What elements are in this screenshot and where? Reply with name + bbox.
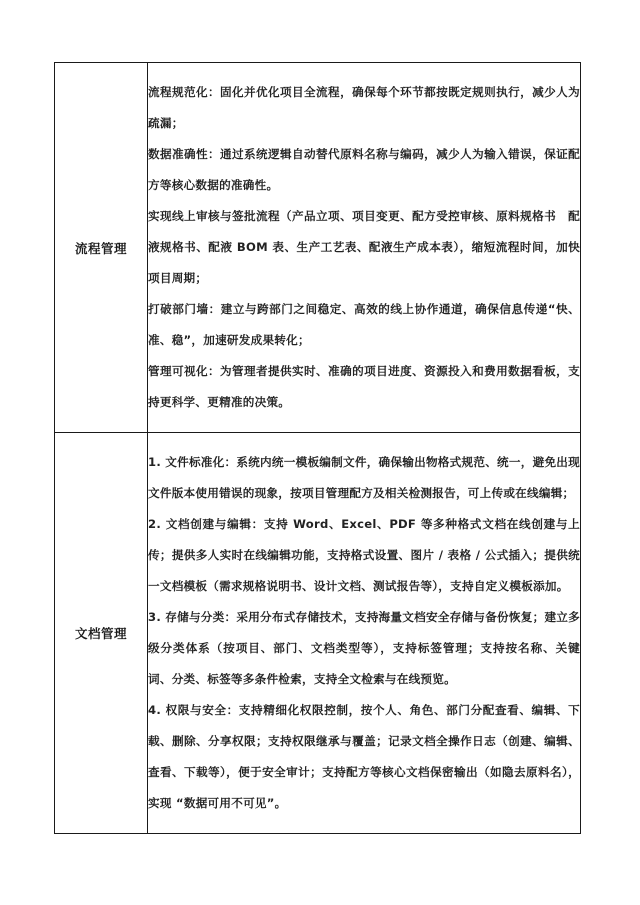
requirements-table [54, 62, 581, 834]
table-row-process-management [55, 63, 581, 433]
row-content-cell [148, 433, 581, 834]
paragraph-storage-classification: 3. 存储与分类：采用分布式存储技术，支持海量文档安全存储与备份恢复；建立多级分类体系（按项目、部门、文档类型等），支持标签管理；支持按名称、关键词、分类、标签等多条件检索，支持全文检索与在线预览。 [148, 610, 580, 686]
paragraph-file-standardization: 1. 文件标准化：系统内统一模板编制文件，确保输出物格式规范、统一，避免出现文件版本使用错误的现象，按项目管理配方及相关检测报告，可上传或在线编辑； [148, 455, 580, 500]
paragraph-process-standardization: 流程规范化：固化并优化项目全流程，确保每个环节都按既定规则执行，减少人为疏漏； [148, 85, 580, 130]
table-row-document-management [55, 433, 581, 834]
row-label: 文档管理 [74, 626, 127, 641]
paragraph-online-approval: 实现线上审核与签批流程（产品立项、项目变更、配方受控审核、原料规格书 配液规格书、配液 BOM 表、生产工艺表、配液生产成本表），缩短流程时间，加快项目周期； [148, 209, 580, 285]
row-label: 流程管理 [74, 240, 127, 256]
paragraph-cross-department: 打破部门墙：建立与跨部门之间稳定、高效的线上协作通道，确保信息传递“快、准、稳”，加速研发成果转化； [148, 302, 580, 347]
paragraph-permission-security: 4. 权限与安全：支持精细化权限控制，按个人、角色、部门分配查看、编辑、下载、删除、分享权限；支持权限继承与覆盖；记录文档全操作日志（创建、编辑、查看、下载等），便于安全审计；支持配方等核心文档保密输出（如隐去原料名），实现 “数据可用不可见”。 [148, 703, 580, 810]
row-label-cell [55, 433, 148, 834]
paragraph-document-creation: 2. 文档创建与编辑：支持 Word、Excel、PDF 等多种格式文档在线创建与上传；提供多人实时在线编辑功能，支持格式设置、图片 / 表格 / 公式插入；提供统一文档模板（需求规格说明书、设计文档、测试报告等），支持自定义模板添加。 [148, 517, 580, 593]
paragraph-management-visualization: 管理可视化：为管理者提供实时、准确的项目进度、资源投入和费用数据看板，支持更科学、更精准的决策。 [148, 364, 580, 409]
row-content-cell [148, 63, 581, 433]
paragraph-data-accuracy: 数据准确性：通过系统逻辑自动替代原料名称与编码，减少人为输入错误，保证配方等核心数据的准确性。 [148, 147, 580, 192]
row-label-cell [55, 63, 148, 433]
